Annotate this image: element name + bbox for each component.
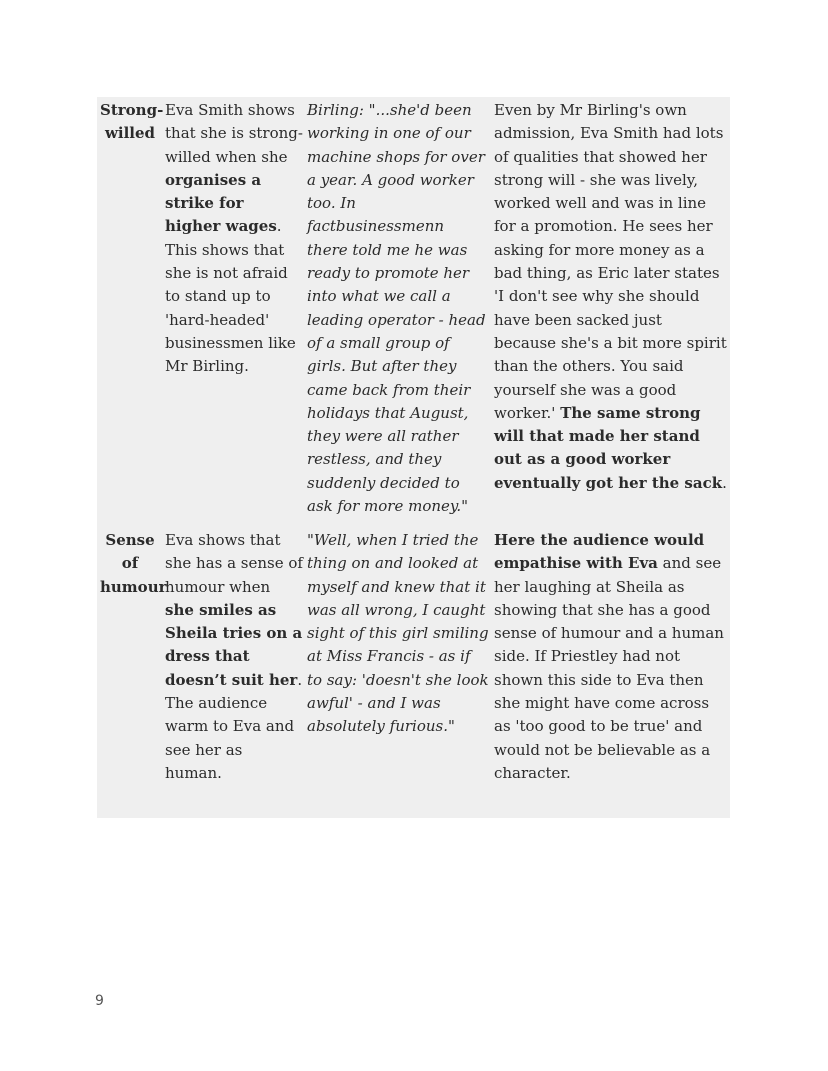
row-point-sense-of-humour: Eva shows that she has a sense of humour when she smiles as Sheila tries on a dress that doesn’t suit her. The audience warm to Eva and see her as human. (165, 531, 303, 782)
row-quote-strong-willed: Birling: "...she'd been working in one of our machine shops for over a year. A good worker too. In factbusinessmenn there told me he was ready to promote her into what we call a leading operator - head of a small group of girls. But after they came back from their holidays that August, they were all rather restless, and they suddenly decided to ask for more money." (307, 101, 486, 516)
row-analysis-strong-willed: Even by Mr Birling's own admission, Eva Smith had lots of qualities that showed her strong will - she was lively, worked well and was in line for a promotion. He sees her asking for more money as a bad thing, as Eric later states 'I don't see why she should have been sacked just because she's a bit more spirit than the others. You said yourself she was a good worker.' The same strong will that made her stand out as a good worker eventually got her the sack. (494, 101, 727, 492)
row-quote-sense-of-humour: "Well, when I tried the thing on and looked at myself and knew that it was all wrong, I caught sight of this girl smiling at Miss Francis - as if to say: 'doesn't she look awful' - and I was absolutely furious." (307, 531, 489, 736)
row-point-strong-willed: Eva Smith shows that she is strong-willed when she organises a strike for higher wages. This shows that she is not afraid to stand up to 'hard-headed' businessmen like Mr Birling. (165, 101, 303, 376)
row-label-sense-of-humour: Sense of humour (100, 531, 167, 596)
row-analysis-sense-of-humour: Here the audience would empathise with Eva and see her laughing at Sheila as showing that she has a good sense of humour and a human side. If Priestley had not shown this side to Eva then she might have come across as 'too good to be true' and would not be believable as a character. (494, 531, 724, 782)
page-number: 9 (95, 993, 104, 1009)
row-label-strong-willed: Strong-willed (100, 101, 164, 143)
